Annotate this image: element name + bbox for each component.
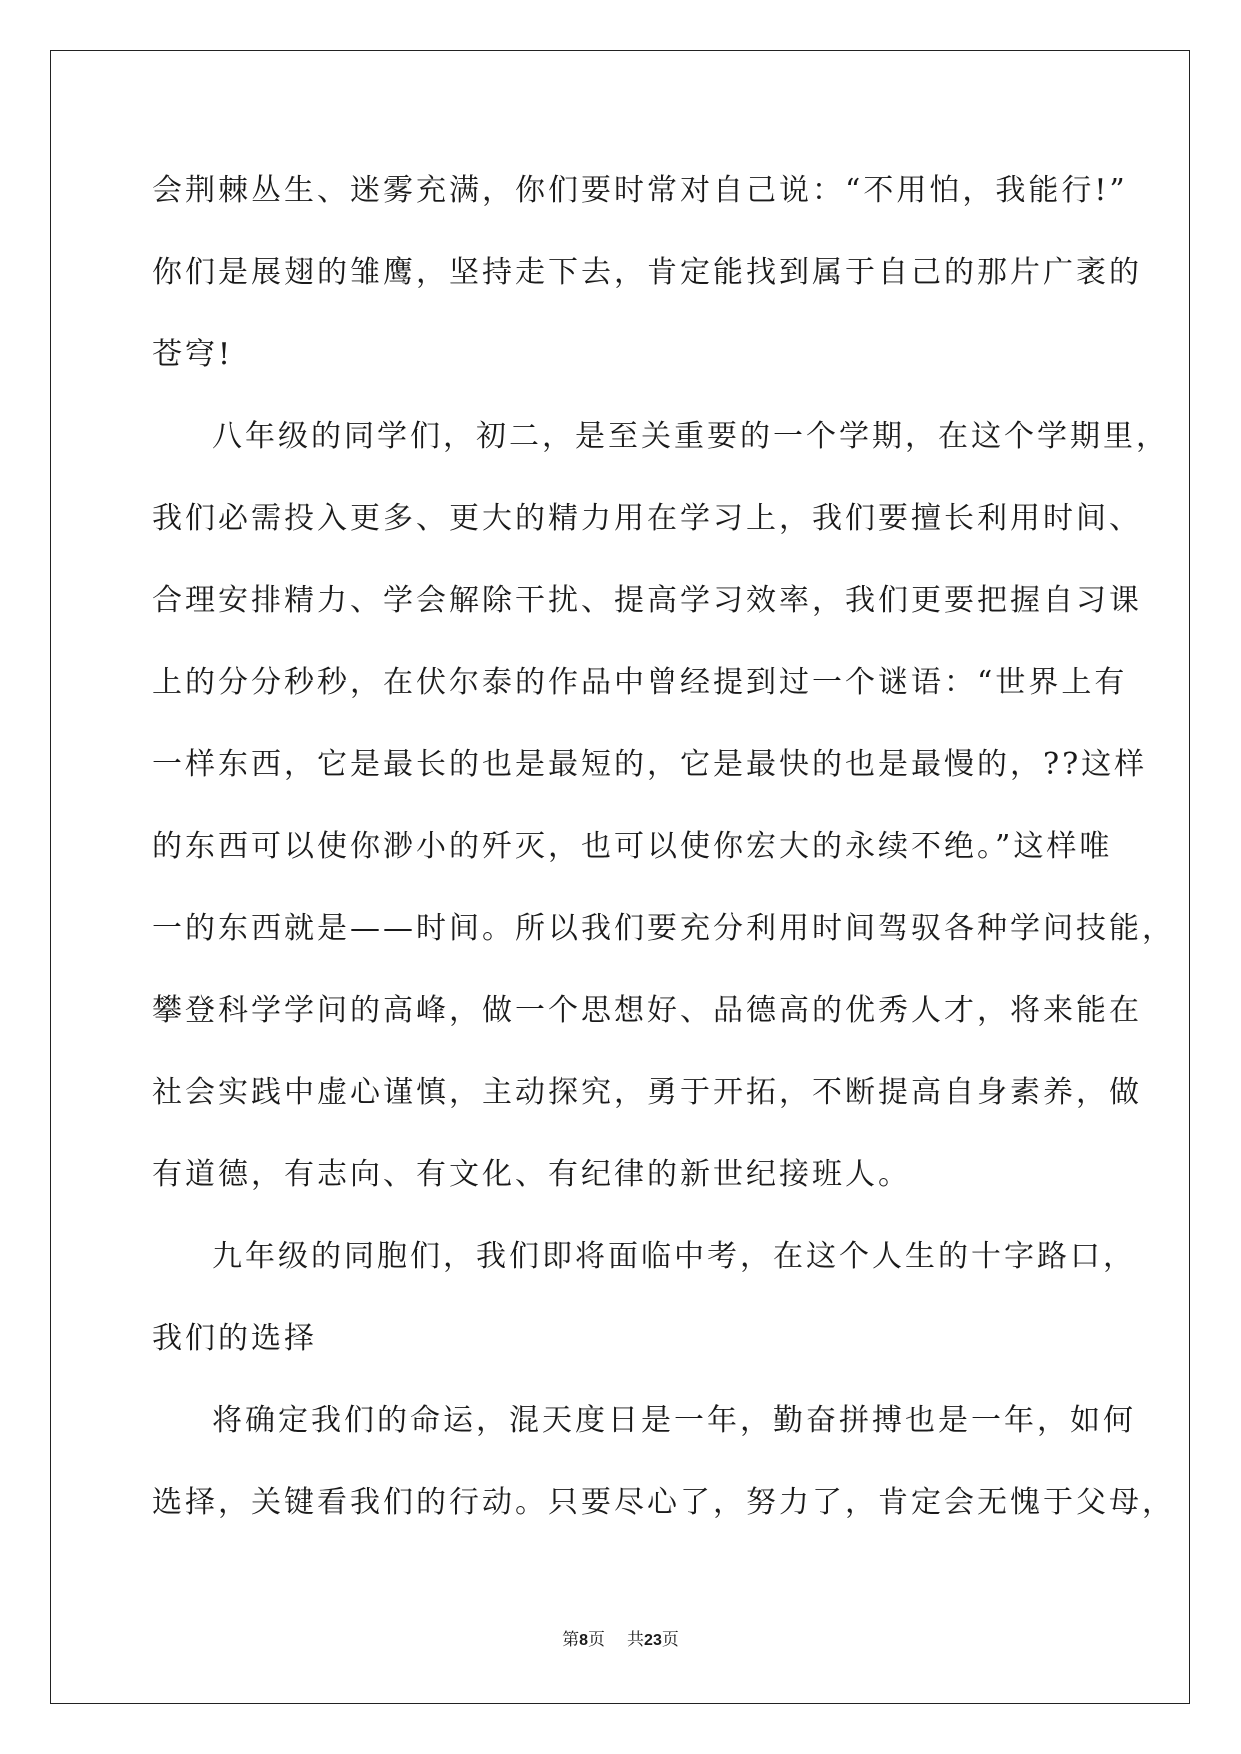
text-line: 苍穹! xyxy=(152,337,234,372)
document-body xyxy=(152,150,1175,1544)
text-line: 上的分分秒秒，在伏尔泰的作品中曾经提到过一个谜语：“世界上有 xyxy=(152,665,1128,700)
paragraph-start-line: 八年级的同学们，初二，是至关重要的一个学期，在这个学期里， xyxy=(212,419,1169,454)
text-line: 我们的选择 xyxy=(152,1321,317,1356)
total-suffix: 页 xyxy=(661,1630,679,1649)
text-line: 会荆棘丛生、迷雾充满，你们要时常对自己说：“不用怕，我能行!” xyxy=(152,173,1128,208)
paragraph-start-line: 九年级的同胞们，我们即将面临中考，在这个人生的十字路口， xyxy=(212,1239,1136,1274)
text-line: 选择，关键看我们的行动。只要尽心了，努力了，肯定会无愧于父母， xyxy=(152,1485,1175,1520)
text-line: 一样东西，它是最长的也是最短的，它是最快的也是最慢的，??这样 xyxy=(152,747,1148,782)
page-footer xyxy=(0,1625,1241,1650)
total-prefix: 共 xyxy=(627,1630,645,1649)
page-number: 8 xyxy=(579,1632,589,1649)
text-line: 攀登科学学问的高峰，做一个思想好、品德高的优秀人才，将来能在 xyxy=(152,993,1142,1028)
text-line: 一的东西就是——时间。所以我们要充分利用时间驾驭各种学问技能， xyxy=(152,911,1175,946)
text-line: 有道德，有志向、有文化、有纪律的新世纪接班人。 xyxy=(152,1157,911,1192)
page-prefix: 第 xyxy=(562,1630,580,1649)
page-suffix: 页 xyxy=(588,1630,606,1649)
text-line: 我们必需投入更多、更大的精力用在学习上，我们要擅长利用时间、 xyxy=(152,501,1142,536)
text-line: 你们是展翅的雏鹰，坚持走下去，肯定能找到属于自己的那片广袤的 xyxy=(152,255,1142,290)
text-line: 的东西可以使你渺小的歼灭，也可以使你宏大的永续不绝。”这样唯 xyxy=(152,829,1113,864)
paragraph-start-line: 将确定我们的命运，混天度日是一年，勤奋拼搏也是一年，如何 xyxy=(212,1403,1136,1438)
text-line: 社会实践中虚心谨慎，主动探究，勇于开拓，不断提高自身素养，做 xyxy=(152,1075,1142,1110)
text-line: 合理安排精力、学会解除干扰、提高学习效率，我们更要把握自习课 xyxy=(152,583,1142,618)
total-pages: 23 xyxy=(644,1632,662,1649)
